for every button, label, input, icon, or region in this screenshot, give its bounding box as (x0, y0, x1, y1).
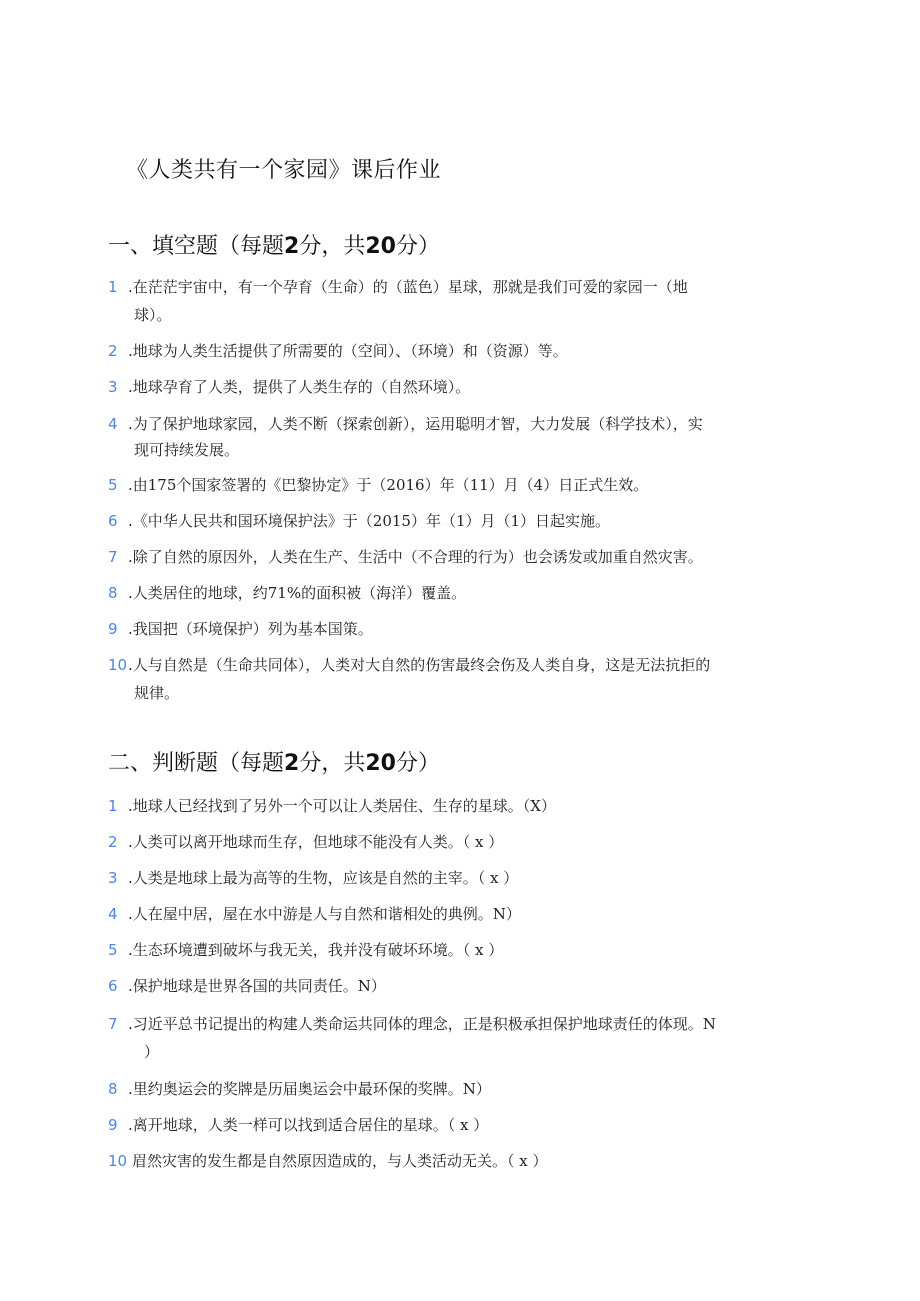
section-heading-true-false: 二、判断题（每题2分，共20分） (108, 751, 440, 776)
question-text: .由175个国家签署的《巴黎协定》于（2016）年（11）月（4）日正式生效。 (128, 476, 649, 494)
question-number: 5 (108, 941, 118, 959)
question-text-continued: ） (144, 1043, 160, 1061)
question-text: .除了自然的原因外，人类在生产、生活中（不合理的行为）也会诱发或加重自然灾害。 (128, 548, 703, 566)
question-text-continued: 现可持续发展。 (134, 441, 240, 459)
question-number: 7 (108, 548, 118, 566)
question-text: .习近平总书记提出的构建人类命运共同体的理念，正是积极承担保护地球责任的体现。N (128, 1015, 716, 1033)
question-number: 5 (108, 476, 118, 494)
question-text: .人与自然是（生命共同体），人类对大自然的伤害最终会伤及人类自身，这是无法抗拒的 (128, 656, 711, 674)
question-text: .地球孕育了人类，提供了人类生存的（自然环境）。 (128, 378, 471, 396)
question-text: .生态环境遭到破坏与我无关，我并没有破坏环境。（ x ） (128, 941, 504, 959)
question-text: .地球为人类生活提供了所需要的（空间）、（环境）和（资源）等。 (128, 342, 568, 360)
question-number: 1 (108, 278, 118, 296)
question-text-continued: 规律。 (134, 684, 180, 702)
question-number: 4 (108, 415, 118, 433)
question-text: .保护地球是世界各国的共同责任。N） (128, 977, 386, 995)
question-number: 3 (108, 378, 118, 396)
question-number: 8 (108, 1080, 118, 1098)
question-number: 10 (108, 1152, 128, 1170)
question-number: 8 (108, 584, 118, 602)
question-text: .《中华人民共和国环境保护法》于（2015）年（1）月（1）日起实施。 (128, 512, 611, 530)
question-text: .里约奥运会的奖牌是历届奥运会中最环保的奖牌。N） (128, 1080, 491, 1098)
document-title: 《人类共有一个家园》课后作业 (126, 158, 442, 183)
question-text: .在茫茫宇宙中，有一个孕育（生命）的（蓝色）星球，那就是我们可爱的家园一（地 (128, 278, 688, 296)
question-number: 1 (108, 797, 118, 815)
question-text: .人类可以离开地球而生存，但地球不能没有人类。（ x ） (128, 833, 504, 851)
question-number: 9 (108, 620, 118, 638)
question-text: .我国把（环境保护）列为基本国策。 (128, 620, 373, 638)
question-number: 6 (108, 977, 118, 995)
question-number: 7 (108, 1015, 118, 1033)
question-text: .人类是地球上最为高等的生物，应该是自然的主宰。（ x ） (128, 869, 519, 887)
question-number: 10 (108, 656, 128, 674)
question-number: 4 (108, 905, 118, 923)
question-number: 2 (108, 342, 118, 360)
question-number: 6 (108, 512, 118, 530)
question-number: 9 (108, 1116, 118, 1134)
question-number: 2 (108, 833, 118, 851)
question-text: .为了保护地球家园，人类不断（探索创新），运用聪明才智，大力发展（科学技术），实 (128, 415, 703, 433)
question-text: .地球人已经找到了另外一个可以让人类居住、生存的星球。（X） (128, 797, 556, 815)
question-text: .人在屋中居，屋在水中游是人与自然和谐相处的典例。N） (128, 905, 521, 923)
question-number: 3 (108, 869, 118, 887)
question-text: .离开地球，人类一样可以找到适合居住的星球。（ x ） (128, 1116, 489, 1134)
question-text-continued: 球）。 (134, 306, 172, 324)
question-text: .人类居住的地球，约71%的面积被（海洋）覆盖。 (128, 584, 467, 602)
question-text: 眉然灾害的发生都是自然原因造成的，与人类活动无关。（ x ） (132, 1152, 548, 1170)
section-heading-fill-in: 一、填空题（每题2分，共20分） (108, 234, 440, 259)
